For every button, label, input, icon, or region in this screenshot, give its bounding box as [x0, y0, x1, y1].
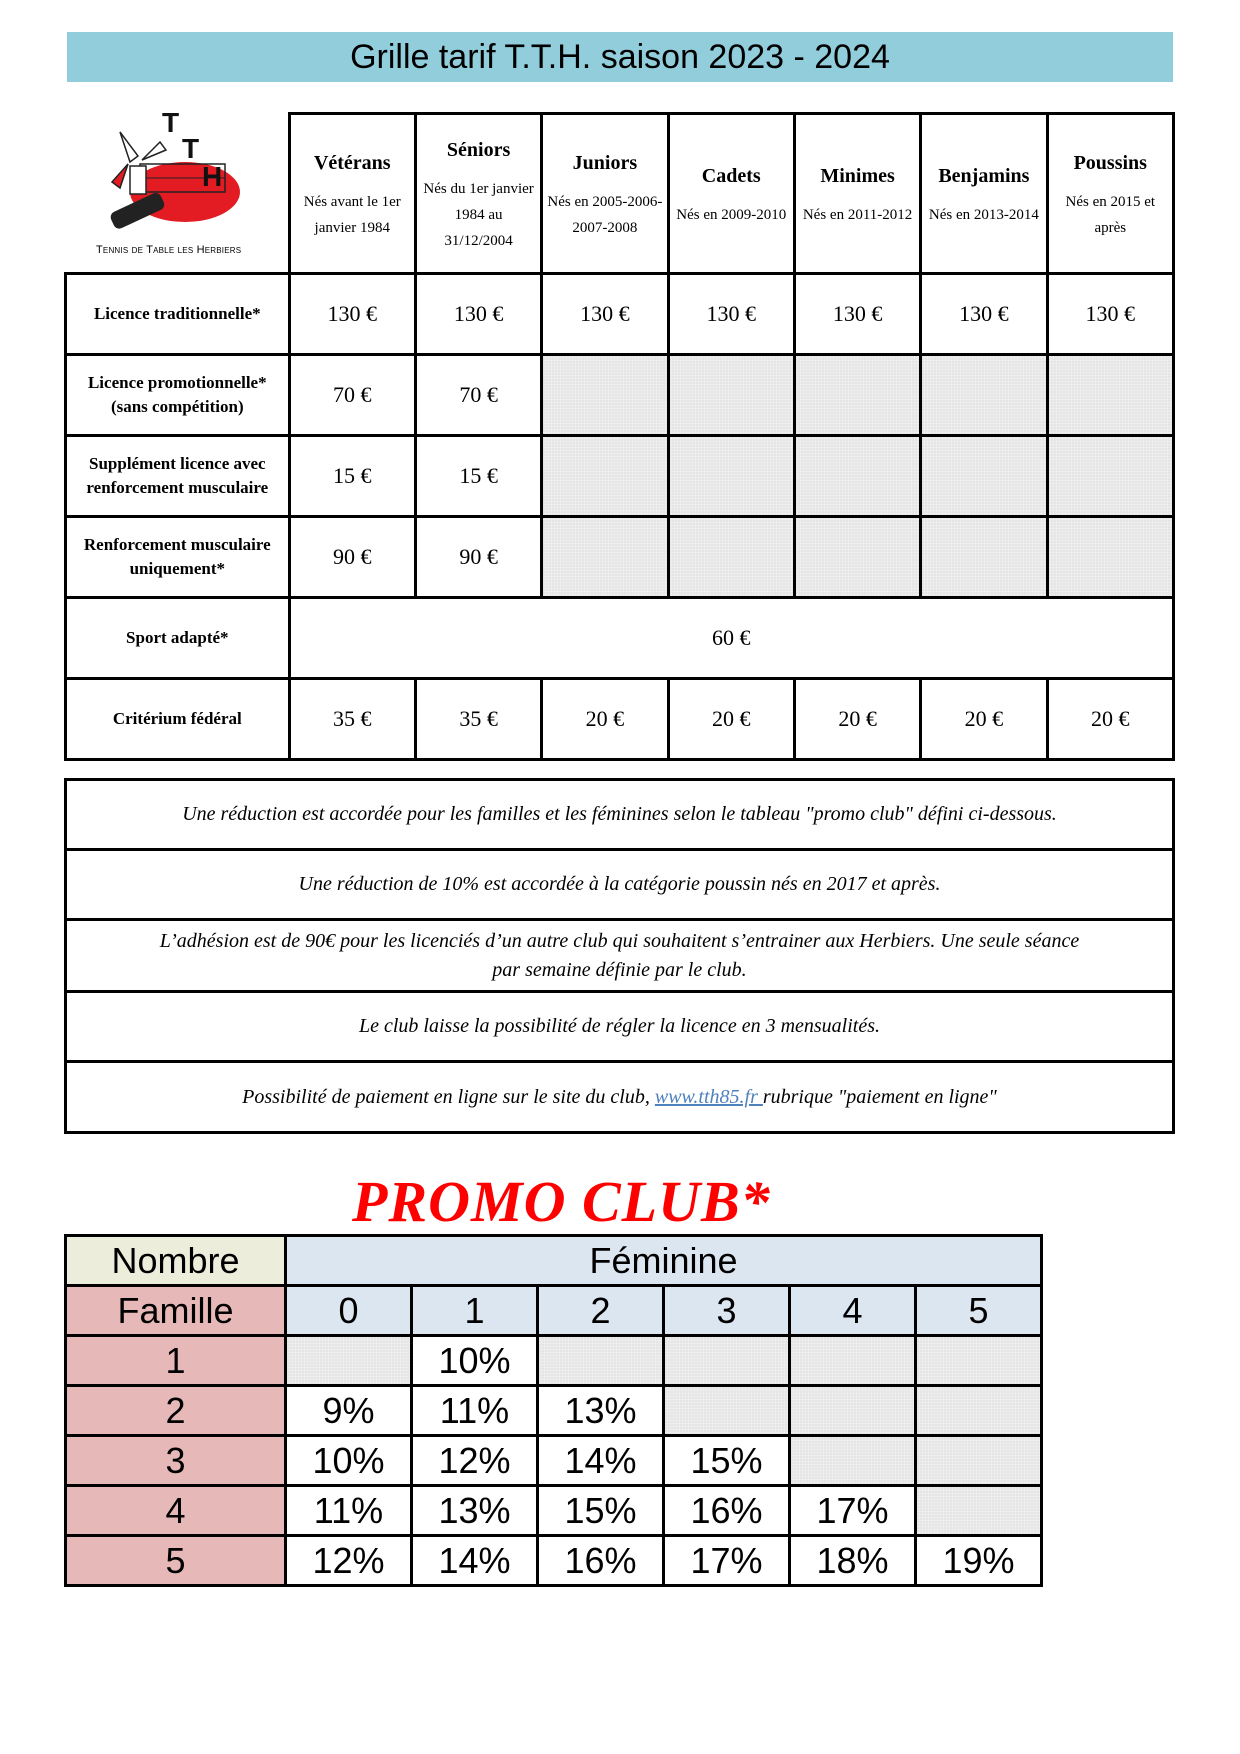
- famille-count: 3: [66, 1436, 286, 1486]
- page-title: Grille tarif T.T.H. saison 2023 - 2024: [67, 32, 1173, 82]
- header-nombre: Nombre: [66, 1236, 286, 1286]
- fem-col-header: 0: [286, 1286, 412, 1336]
- price-cell: 35 €: [415, 679, 541, 760]
- discount-cell: [790, 1386, 916, 1436]
- discount-cell: 16%: [664, 1486, 790, 1536]
- discount-cell: 17%: [664, 1536, 790, 1586]
- category-cadets: Cadets Nés en 2009-2010: [668, 114, 794, 274]
- price-cell: 90 €: [289, 517, 415, 598]
- logo-letter-t1: T: [162, 107, 180, 138]
- discount-cell: [790, 1436, 916, 1486]
- fem-col-header: 4: [790, 1286, 916, 1336]
- discount-cell: 14%: [412, 1536, 538, 1586]
- promo-club-title: PROMO CLUB*: [352, 1169, 771, 1234]
- price-cell: 15 €: [415, 436, 541, 517]
- price-cell: 15 €: [289, 436, 415, 517]
- category-minimes: Minimes Nés en 2011-2012: [794, 114, 920, 274]
- price-cell: 20 €: [921, 679, 1047, 760]
- table-row: [66, 598, 1174, 679]
- discount-cell: 19%: [916, 1536, 1042, 1586]
- discount-cell: 11%: [412, 1386, 538, 1436]
- note-online-payment: Possibilité de paiement en ligne sur le site du club, www.tth85.fr rubrique "paiement en ligne": [242, 1085, 997, 1108]
- category-seniors: Séniors Nés du 1er janvier 1984 au 31/12/2004: [415, 114, 541, 274]
- table-row: [66, 1336, 1042, 1386]
- discount-cell: [664, 1386, 790, 1436]
- discount-cell: [538, 1336, 664, 1386]
- empty-cell: [542, 436, 668, 517]
- price-cell: 130 €: [1047, 274, 1173, 355]
- notes-box: [64, 778, 1175, 1134]
- row-label: Sport adapté*: [66, 598, 290, 679]
- fem-col-header: 2: [538, 1286, 664, 1336]
- price-cell: 130 €: [415, 274, 541, 355]
- discount-cell: [664, 1336, 790, 1386]
- discount-cell: 16%: [538, 1536, 664, 1586]
- discount-cell: 9%: [286, 1386, 412, 1436]
- discount-cell: 10%: [412, 1336, 538, 1386]
- fem-col-header: 5: [916, 1286, 1042, 1336]
- price-cell: 70 €: [289, 355, 415, 436]
- empty-cell: [542, 355, 668, 436]
- table-row: [66, 274, 1174, 355]
- note-installments: Le club laisse la possibilité de régler la licence en 3 mensualités.: [67, 993, 1172, 1063]
- discount-cell: [916, 1386, 1042, 1436]
- discount-cell: [916, 1486, 1042, 1536]
- price-cell-merged: 60 €: [289, 598, 1173, 679]
- discount-cell: [916, 1336, 1042, 1386]
- row-label: Supplément licence avec renforcement musculaire: [66, 436, 290, 517]
- price-cell: 35 €: [289, 679, 415, 760]
- logo-cell: [66, 114, 290, 274]
- empty-cell: [668, 355, 794, 436]
- table-row: [66, 1536, 1042, 1586]
- table-row: [66, 679, 1174, 760]
- discount-cell: 18%: [790, 1536, 916, 1586]
- price-cell: 20 €: [794, 679, 920, 760]
- table-row: [66, 355, 1174, 436]
- empty-cell: [921, 517, 1047, 598]
- table-row: [66, 436, 1174, 517]
- tariff-table: [64, 112, 1175, 761]
- category-benjamins: Benjamins Nés en 2013-2014: [921, 114, 1047, 274]
- category-veterans: Vétérans Nés avant le 1er janvier 1984: [289, 114, 415, 274]
- discount-cell: 13%: [538, 1386, 664, 1436]
- discount-cell: 15%: [664, 1436, 790, 1486]
- price-cell: 90 €: [415, 517, 541, 598]
- logo-letter-h: H: [202, 161, 223, 192]
- discount-cell: 15%: [538, 1486, 664, 1536]
- note-poussin-discount: Une réduction de 10% est accordée à la catégorie poussin nés en 2017 et après.: [67, 851, 1172, 921]
- price-cell: 20 €: [542, 679, 668, 760]
- discount-cell: 12%: [286, 1536, 412, 1586]
- category-header-row: [66, 114, 1174, 274]
- promo-table: [64, 1234, 1043, 1587]
- discount-cell: [790, 1336, 916, 1386]
- price-cell: 70 €: [415, 355, 541, 436]
- price-cell: 130 €: [668, 274, 794, 355]
- price-cell: 20 €: [1047, 679, 1173, 760]
- header-feminine: Féminine: [286, 1236, 1042, 1286]
- table-row: [66, 1436, 1042, 1486]
- table-row: [66, 1386, 1042, 1436]
- empty-cell: [668, 436, 794, 517]
- discount-cell: 13%: [412, 1486, 538, 1536]
- famille-count: 4: [66, 1486, 286, 1536]
- logo-letter-t2: T: [182, 133, 200, 164]
- table-row: [66, 517, 1174, 598]
- fem-col-header: 1: [412, 1286, 538, 1336]
- category-juniors: Juniors Nés en 2005-2006-2007-2008: [542, 114, 668, 274]
- discount-cell: 10%: [286, 1436, 412, 1486]
- price-cell: 130 €: [289, 274, 415, 355]
- category-poussins: Poussins Nés en 2015 et après: [1047, 114, 1173, 274]
- discount-cell: 12%: [412, 1436, 538, 1486]
- row-label: Licence traditionnelle*: [66, 274, 290, 355]
- row-label: Renforcement musculaire uniquement*: [66, 517, 290, 598]
- price-cell: 20 €: [668, 679, 794, 760]
- empty-cell: [921, 436, 1047, 517]
- famille-count: 1: [66, 1336, 286, 1386]
- empty-cell: [794, 436, 920, 517]
- discount-cell: [916, 1436, 1042, 1486]
- empty-cell: [921, 355, 1047, 436]
- price-cell: 130 €: [542, 274, 668, 355]
- discount-cell: [286, 1336, 412, 1386]
- discount-cell: 17%: [790, 1486, 916, 1536]
- row-label: Licence promotionnelle* (sans compétition): [66, 355, 290, 436]
- note-other-club: L’adhésion est de 90€ pour les licenciés d’un autre club qui souhaitent s’entrainer aux Herbiers. Une seule séance par semaine définie par le club.: [67, 921, 1172, 993]
- club-website-link[interactable]: www.tth85.fr: [654, 1085, 763, 1108]
- discount-cell: 14%: [538, 1436, 664, 1486]
- empty-cell: [1047, 436, 1173, 517]
- note-family-discount: Une réduction est accordée pour les familles et les féminines selon le tableau "promo club" défini ci-dessous.: [67, 781, 1172, 851]
- empty-cell: [1047, 517, 1173, 598]
- price-cell: 130 €: [794, 274, 920, 355]
- empty-cell: [1047, 355, 1173, 436]
- table-row: [66, 1486, 1042, 1536]
- empty-cell: [668, 517, 794, 598]
- header-famille: Famille: [66, 1286, 286, 1336]
- famille-count: 2: [66, 1386, 286, 1436]
- empty-cell: [794, 355, 920, 436]
- fem-col-header: 3: [664, 1286, 790, 1336]
- empty-cell: [794, 517, 920, 598]
- discount-cell: 11%: [286, 1486, 412, 1536]
- famille-count: 5: [66, 1536, 286, 1586]
- empty-cell: [542, 517, 668, 598]
- logo-caption: Tennis de Table les Herbiers: [96, 244, 242, 256]
- row-label: Critérium fédéral: [66, 679, 290, 760]
- price-cell: 130 €: [921, 274, 1047, 355]
